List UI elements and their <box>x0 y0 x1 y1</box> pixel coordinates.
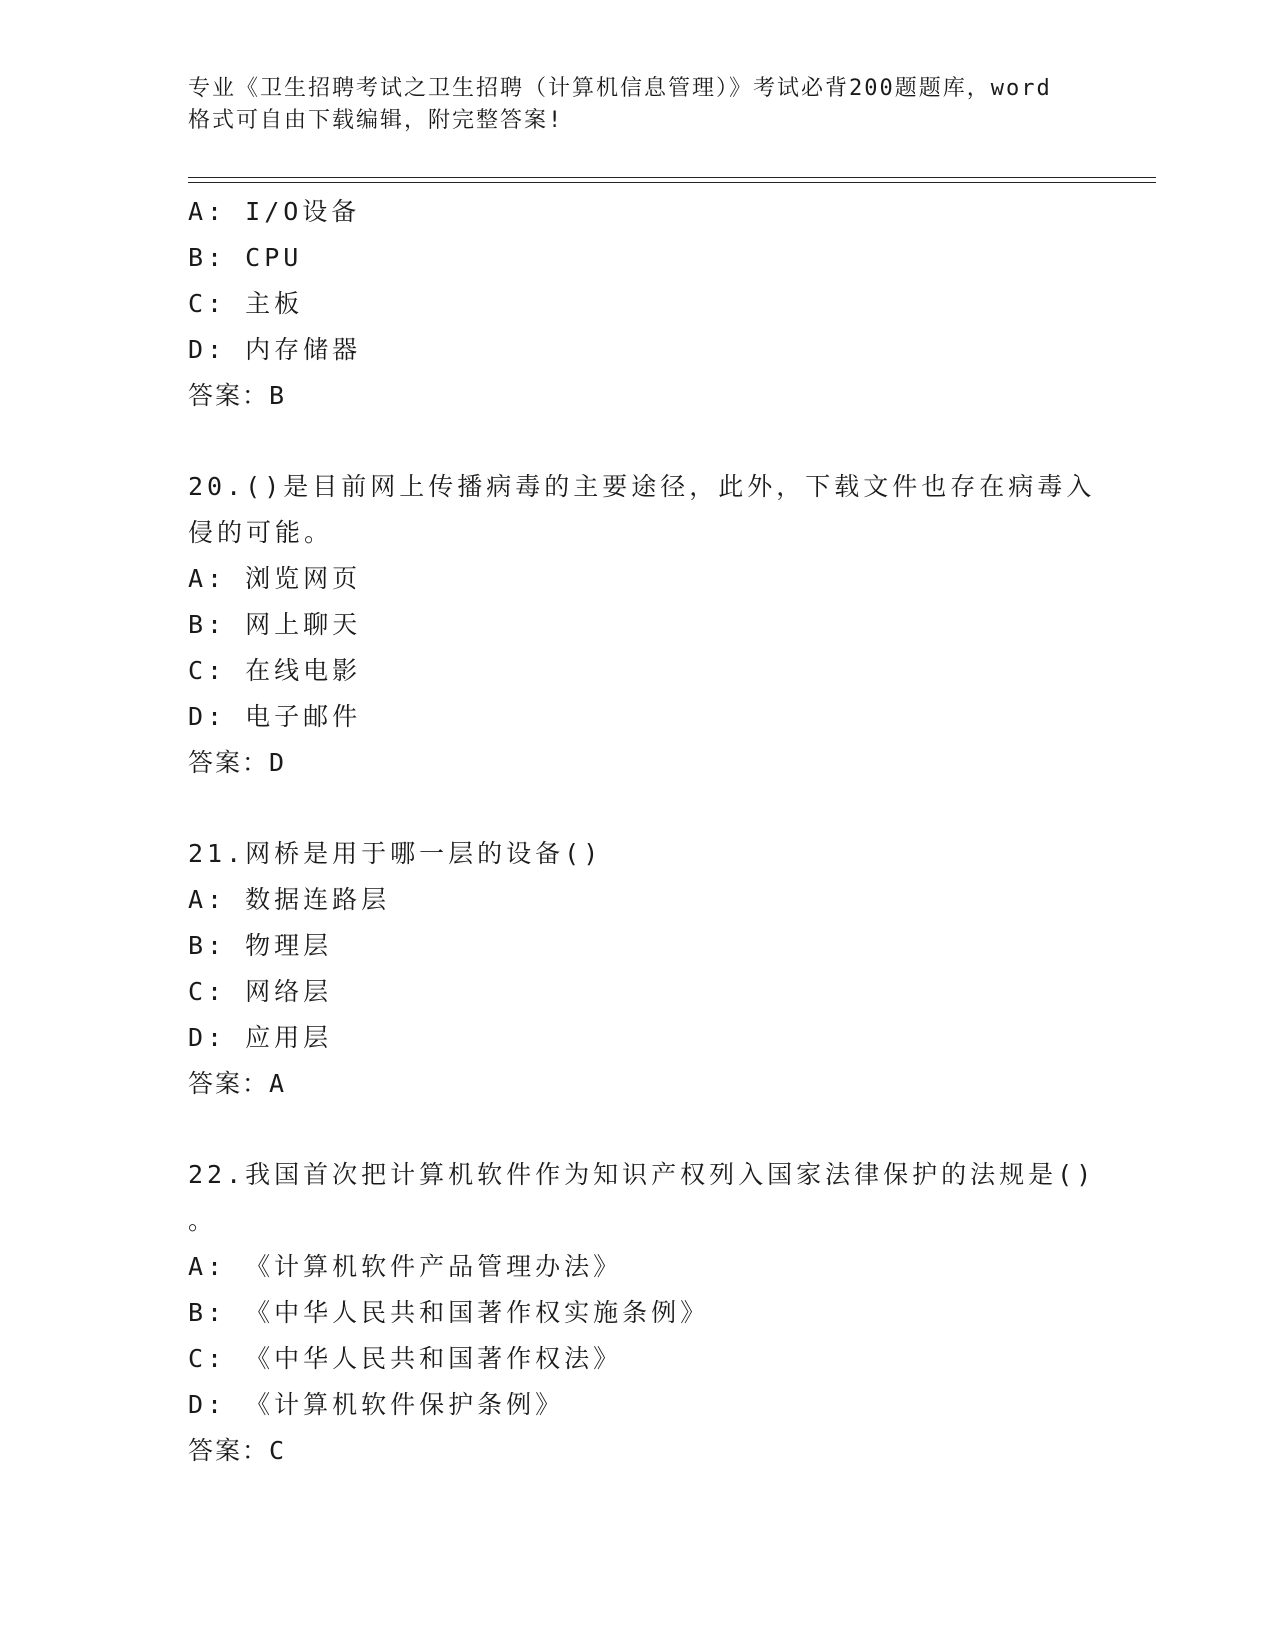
question-21 <box>188 831 1088 1107</box>
question-text-line-2: 侵的可能。 <box>188 518 334 547</box>
question-text-line-1: 20.()是目前网上传播病毒的主要途径，此外，下载文件也存在病毒入 <box>188 472 1096 501</box>
option-a: A: 数据连路层 <box>188 885 391 914</box>
question-20 <box>188 464 1096 786</box>
answer-label: 答案： <box>188 1069 270 1098</box>
answer-value: A <box>269 1069 287 1098</box>
option-c: C: 主板 <box>188 289 304 318</box>
question-list <box>188 189 1096 1474</box>
option-d: D: 电子邮件 <box>188 702 362 731</box>
question-text-line-1: 22.我国首次把计算机软件作为知识产权列入国家法律保护的法规是() <box>188 1160 1096 1189</box>
answer-line <box>188 1061 1088 1107</box>
answer-label: 答案： <box>188 748 270 777</box>
header-line-2: 格式可自由下载编辑，附完整答案! <box>188 108 564 133</box>
answer-line <box>188 373 1088 419</box>
question-text-line-1: 21.网桥是用于哪一层的设备() <box>188 839 603 868</box>
option-d: D: 应用层 <box>188 1023 333 1052</box>
answer-value: C <box>269 1436 287 1465</box>
answer-line <box>188 1428 1088 1474</box>
option-b: B: CPU <box>188 243 303 272</box>
answer-value: D <box>269 748 287 777</box>
question-19 <box>188 189 1088 419</box>
answer-label: 答案： <box>188 381 270 410</box>
option-d: D: 内存储器 <box>188 335 362 364</box>
option-a: A: 浏览网页 <box>188 564 362 593</box>
option-a: A: 《计算机软件产品管理办法》 <box>188 1252 623 1281</box>
header-divider-top <box>188 177 1156 178</box>
header-line-1: 专业《卫生招聘考试之卫生招聘（计算机信息管理）》考试必背200题题库，word <box>188 76 1052 101</box>
option-b: B: 《中华人民共和国著作权实施条例》 <box>188 1298 710 1327</box>
question-22 <box>188 1152 1096 1474</box>
option-a: A: I/O设备 <box>188 197 361 226</box>
answer-label: 答案： <box>188 1436 270 1465</box>
question-text-line-2: 。 <box>188 1206 218 1235</box>
document-header <box>188 73 1108 137</box>
header-divider-bottom <box>188 182 1156 183</box>
option-d: D: 《计算机软件保护条例》 <box>188 1390 565 1419</box>
answer-line <box>188 740 1088 786</box>
option-b: B: 物理层 <box>188 931 333 960</box>
option-c: C: 网络层 <box>188 977 333 1006</box>
answer-value: B <box>269 381 287 410</box>
option-c: C: 在线电影 <box>188 656 362 685</box>
option-c: C: 《中华人民共和国著作权法》 <box>188 1344 623 1373</box>
option-b: B: 网上聊天 <box>188 610 362 639</box>
